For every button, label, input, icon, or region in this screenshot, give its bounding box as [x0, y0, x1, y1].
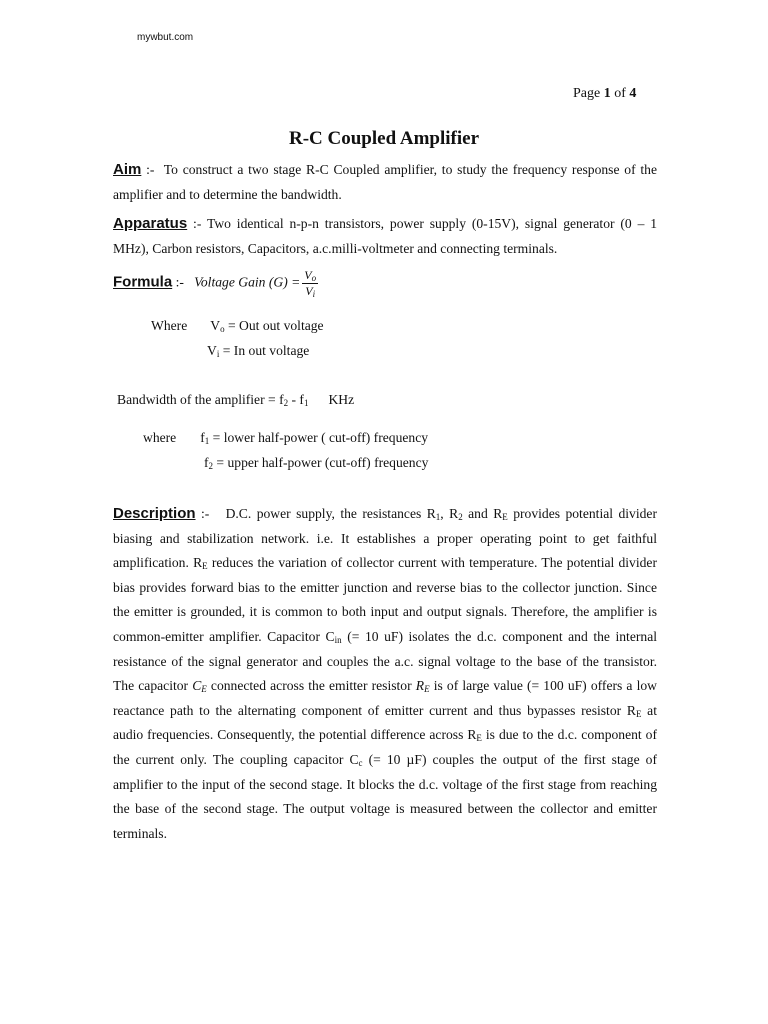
apparatus-label: Apparatus	[113, 215, 188, 232]
bandwidth-unit: KHz	[328, 392, 355, 407]
formula-expression: Voltage Gain (G) =	[194, 274, 301, 290]
apparatus-sep: :-	[187, 216, 202, 231]
aim-text: To construct a two stage R-C Coupled amplifier, to study the frequency response of the amplifier and to determine the bandwidth.	[113, 162, 657, 202]
where-vi: $V_i = In$ out voltage	[207, 343, 310, 359]
bandwidth-line: Bandwidth of the amplifier = $f_2 - f_1$ KHz	[117, 392, 355, 408]
fraction-numerator: $V_o$	[304, 268, 317, 283]
page-of: of	[614, 86, 626, 101]
f2-definition: = upper half-power (cut-off) frequency	[213, 455, 429, 470]
where-word-2: where	[143, 430, 177, 445]
f1-definition: = lower half-power ( cut-off) frequency	[209, 430, 429, 445]
aim-section	[113, 158, 657, 207]
site-watermark: mywbut.com	[137, 32, 194, 43]
apparatus-text: Two identical n-p-n transistors, power supply (0-15V), signal generator (0 – 1 MHz), Carbon resistors, Capacitors, a.c.milli-voltmeter and connecting terminals.	[113, 216, 658, 256]
aim-sep: :-	[141, 162, 155, 177]
page-number	[573, 86, 636, 102]
where-vo: Where $V_o$ = Out out voltage	[151, 318, 324, 334]
formula-sep: :-	[172, 274, 184, 290]
formula-section	[113, 268, 318, 299]
gain-fraction	[302, 268, 318, 299]
description-section: Description :- D.C. power supply, the resistances $R_1$, $R_2$ and $R_E$ provides potential divider biasing and stabilization network. i.e. It establishes a proper operating point to get faithful amplification. $R_E$ reduces the variation of collector current with temperature. The potential divider bias provides forward bias to the emitter junction and reverse bias to the collector junction. Since the emitter is grounded, it is common to both input and output signals. Therefore, the amplifier is common-emitter amplifier. Capacitor $C_{in}$ (= 10 uF) isolates the d.c. component and the internal resistance of the signal generator and couples the a.c. signal voltage to the base of the transistor. The capacitor $C_E$ connected across the emitter resistor $R_E$ is of large value (= 100 uF) offers a low reactance path to the alternating component of emitter current and thus bypasses resistor $R_E$ at audio frequencies. Consequently, the potential difference across $R_E$ is due to the d.c. component of the current only. The coupling capacitor $C_c$ (= 10 µF) couples the output of the first stage of amplifier to the input of the second stage. It blocks the d.c. voltage of the first stage from reaching the base of the second stage. The output voltage is measured between the collector and emitter terminals.	[113, 505, 658, 841]
page-current: 1	[603, 86, 611, 101]
formula-label: Formula	[113, 273, 173, 291]
fraction-denominator: $V_i$	[305, 284, 316, 299]
apparatus-section	[113, 212, 657, 261]
aim-label: Aim	[113, 161, 142, 178]
where-f1: where $f_1$ = lower half-power ( cut-off) frequency	[143, 430, 429, 446]
page-prefix: Page	[573, 86, 601, 101]
where-f2: $f_2$ = upper half-power (cut-off) frequency	[204, 455, 429, 471]
description-sep: :-	[195, 506, 210, 521]
document-title: R-C Coupled Amplifier	[289, 128, 479, 149]
description-label: Description	[113, 505, 196, 522]
vi-definition: = In out voltage	[219, 343, 310, 358]
page-total: 4	[629, 86, 637, 101]
vo-definition: = Out out voltage	[224, 318, 324, 333]
where-word: Where	[151, 318, 188, 333]
